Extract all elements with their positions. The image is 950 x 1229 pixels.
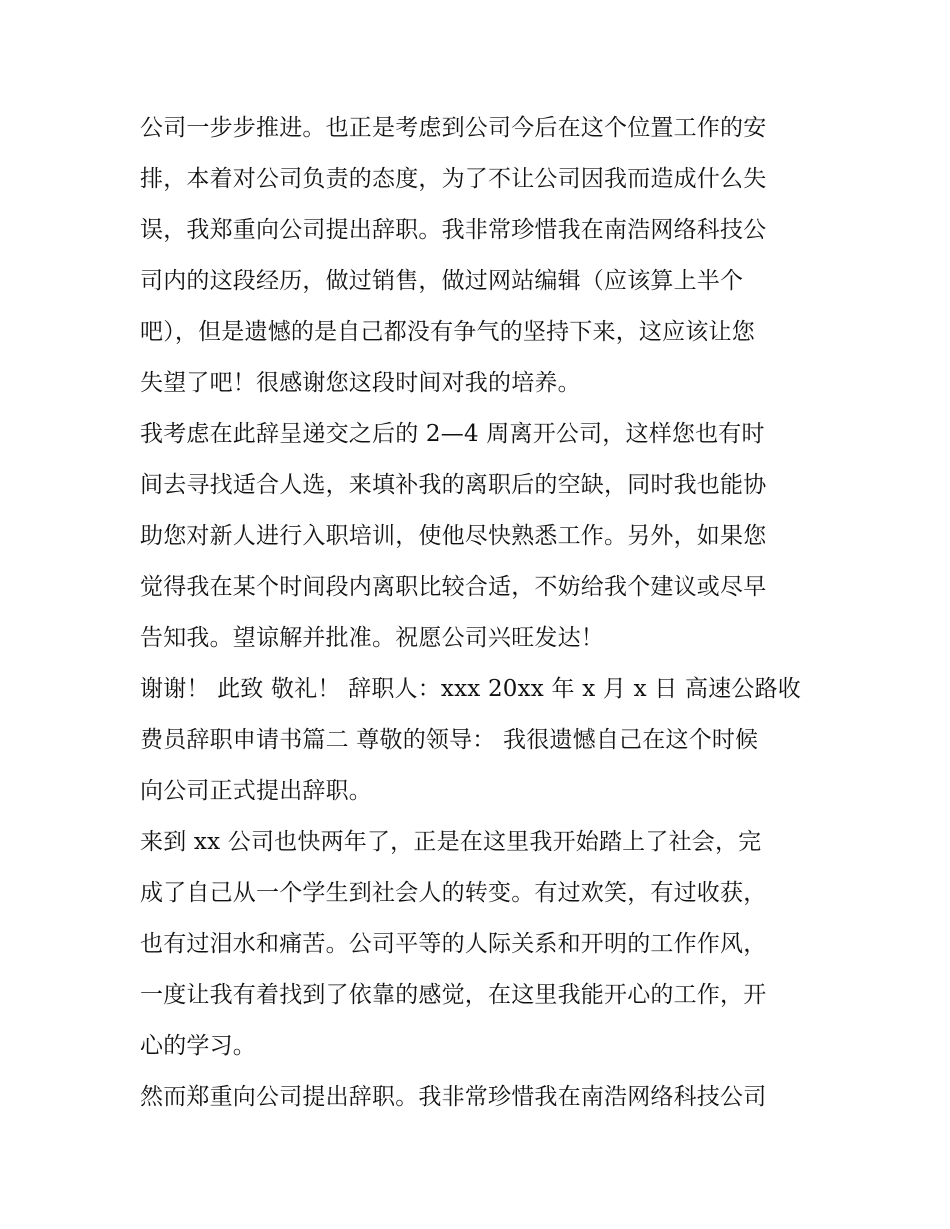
text-line: 一度让我有着找到了依靠的感觉，在这里我能开心的工作，开 xyxy=(140,982,767,1008)
text-line: 然而郑重向公司提出辞职。我非常珍惜我在南浩网络科技公司 xyxy=(140,1084,767,1110)
text-line: 排，本着对公司负责的态度，为了不让公司因我而造成什么失 xyxy=(140,166,767,192)
text-line: 司内的这段经历，做过销售，做过网站编辑（应该算上半个 xyxy=(140,268,744,294)
text-line: 费员辞职申请书篇二 尊敬的领导： 我很遗憾自己在这个时候 xyxy=(140,727,759,753)
text-line: 告知我。望谅解并批准。祝愿公司兴旺发达！ xyxy=(140,625,604,651)
text-line: 间去寻找适合人选，来填补我的离职后的空缺，同时我也能协 xyxy=(140,472,767,498)
text-line: 公司一步步推进。也正是考虑到公司今后在这个位置工作的安 xyxy=(140,115,767,141)
text-line: 心的学习。 xyxy=(140,1033,256,1059)
document-body xyxy=(140,103,820,1123)
text-line: 谢谢！ 此致 敬礼！ 辞职人：xxx 20xx 年 x 月 x 日 高速公路收 xyxy=(140,676,801,702)
text-line: 失望了吧！很感谢您这段时间对我的培养。 xyxy=(140,370,581,396)
text-line: 助您对新人进行入职培训，使他尽快熟悉工作。另外，如果您 xyxy=(140,523,767,549)
text-line: 我考虑在此辞呈递交之后的 2—4 周离开公司，这样您也有时 xyxy=(140,421,765,447)
text-line: 也有过泪水和痛苦。公司平等的人际关系和开明的工作作风， xyxy=(140,931,767,957)
text-line: 成了自己从一个学生到社会人的转变。有过欢笑，有过收获， xyxy=(140,880,767,906)
text-line: 来到 xx 公司也快两年了，正是在这里我开始踏上了社会，完 xyxy=(140,829,762,855)
text-line: 误，我郑重向公司提出辞职。我非常珍惜我在南浩网络科技公 xyxy=(140,217,767,243)
text-line: 向公司正式提出辞职。 xyxy=(140,778,372,804)
text-line: 觉得我在某个时间段内离职比较合适，不妨给我个建议或尽早 xyxy=(140,574,767,600)
text-line: 吧），但是遗憾的是自己都没有争气的坚持下来，这应该让您 xyxy=(140,319,755,345)
